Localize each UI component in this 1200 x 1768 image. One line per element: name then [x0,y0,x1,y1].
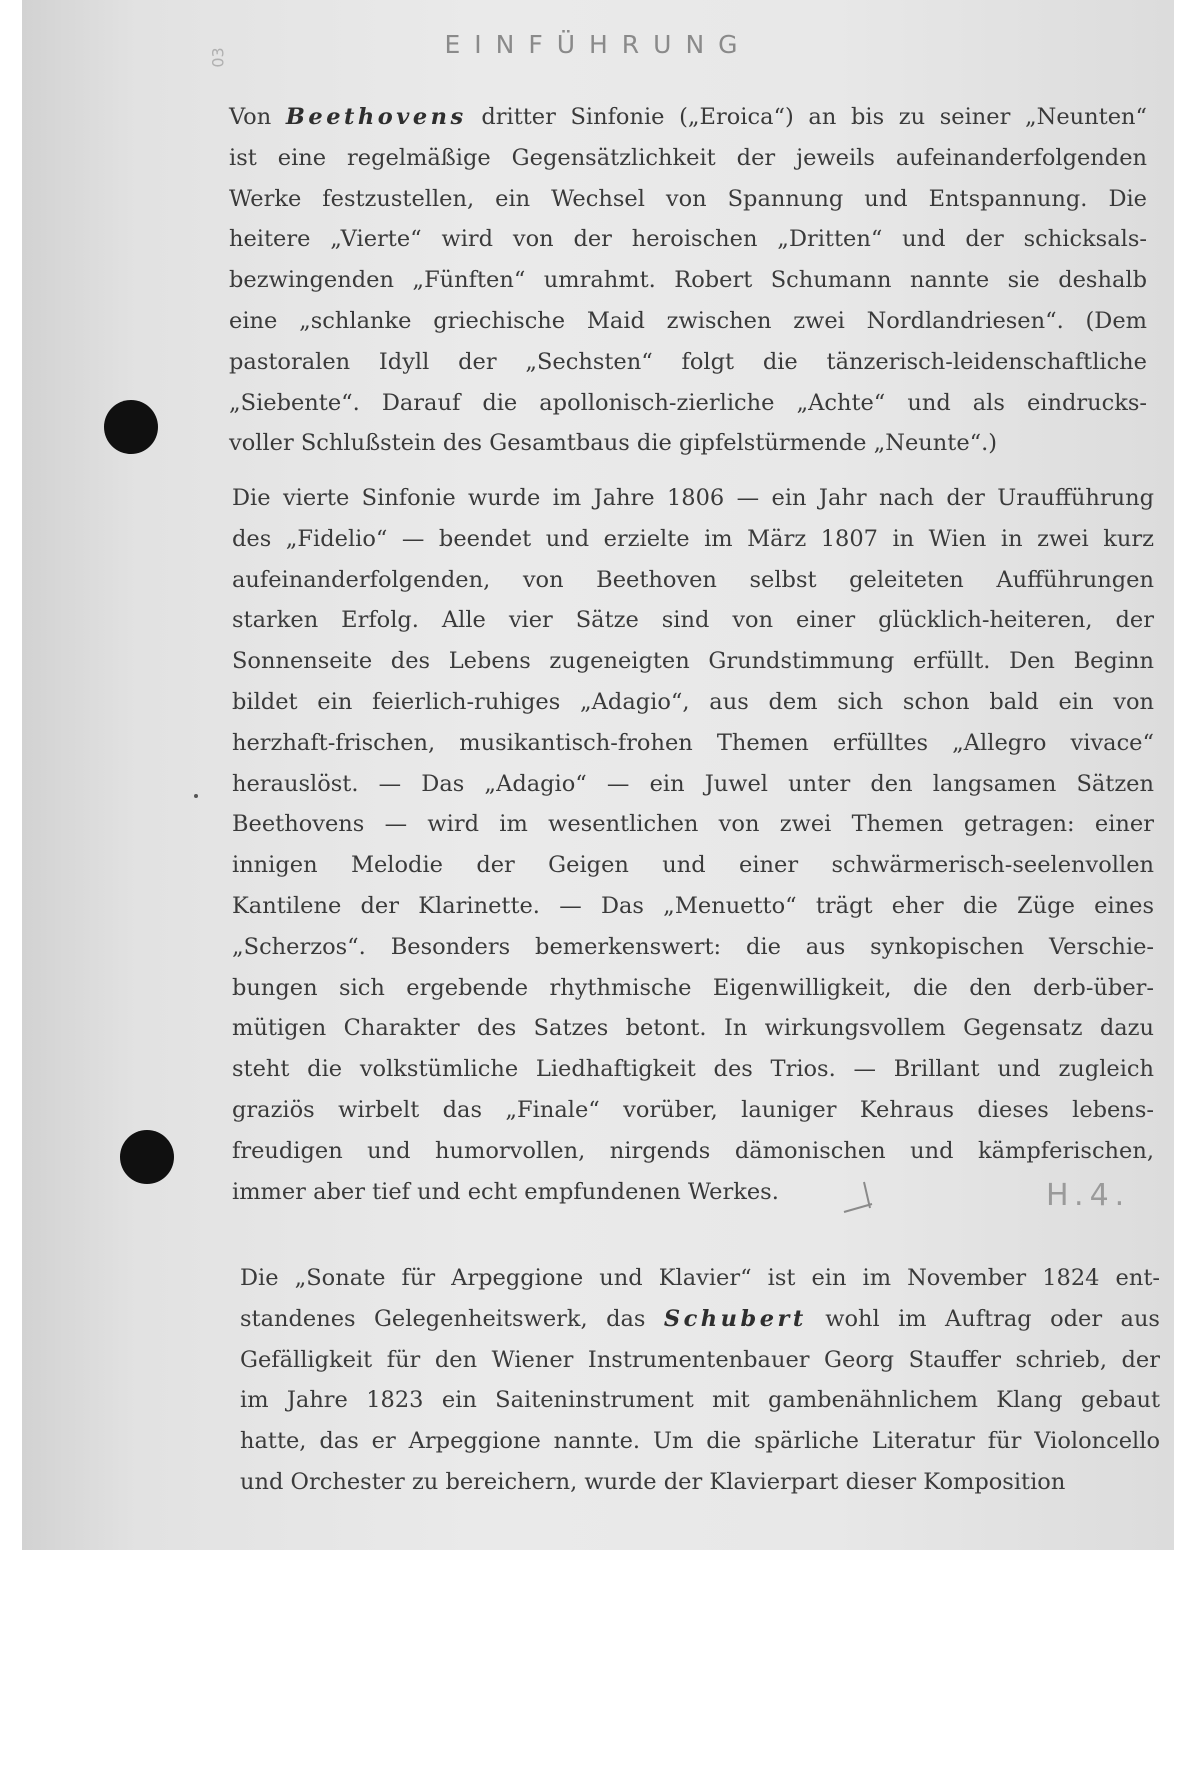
paragraph-beethoven-intro [229,97,1147,464]
text-line: „Siebente“. Darauf die apollonisch-zierliche „Achte“ und als eindrucks- [229,389,1147,416]
text-line: graziös wirbelt das „Finale“ vorüber, launiger Kehraus dieses lebens- [232,1096,1154,1123]
text-line: eine „schlanke griechische Maid zwischen zwei Nordlandriesen“. (Dem [229,307,1147,334]
text-line: voller Schlußstein des Gesamtbaus die gipfelstürmende „Neunte“.) [229,430,998,457]
text-line: des „Fidelio“ — beendet und erzielte im März 1807 in Wien in zwei kurz [232,525,1154,552]
margin-annotation: H.4. [1046,1178,1131,1213]
text-line: herauslöst. — Das „Adagio“ — ein Juwel unter den langsamen Sätzen [232,770,1154,797]
corner-mark: 03 [208,47,228,68]
paragraph-fourth-symphony [232,478,1154,1212]
text-line: Die „Sonate für Arpeggione und Klavier“ ist ein im November 1824 ent- [240,1265,1160,1291]
punch-hole-bottom [120,1130,174,1184]
pencil-tick-mark [842,1178,878,1216]
text-line: Sonnenseite des Lebens zugeneigten Grundstimmung erfüllt. Den Beginn [232,648,1154,675]
composer-name: Beethovens [285,104,467,130]
text-line: „Scherzos“. Besonders bemerkenswert: die aus synkopischen Verschie- [232,933,1154,960]
text-line: und Orchester zu bereichern, wurde der Klavierpart dieser Komposition [240,1468,1066,1495]
composer-name: Schubert [663,1305,807,1332]
text-line: hatte, das er Arpeggione nannte. Um die spärliche Literatur für Violoncello [240,1428,1160,1455]
paragraph-arpeggione-sonata [240,1258,1160,1503]
text-line: steht die volkstümliche Liedhaftigkeit des Trios. — Brillant und zugleich [232,1056,1154,1083]
text-line: innigen Melodie der Geigen und einer schwärmerisch-seelenvollen [232,852,1154,879]
text-line: pastoralen Idyll der „Sechsten“ folgt die tänzerisch-leidenschaftliche [229,348,1147,375]
page-heading: EINFÜHRUNG [444,30,752,59]
scanned-page [22,0,1174,1550]
text-line: Von Beethovens dritter Sinfonie („Eroica“) an bis zu seiner „Neunten“ [229,104,1147,130]
text-line: Werke festzustellen, ein Wechsel von Spannung und Entspannung. Die [229,185,1147,212]
text-line: bezwingenden „Fünften“ umrahmt. Robert Schumann nannte sie deshalb [229,267,1147,294]
text-line: Kantilene der Klarinette. — Das „Menuetto“ trägt eher die Züge eines [232,892,1154,919]
text-line: im Jahre 1823 ein Saiteninstrument mit gambenähnlichem Klang gebaut [240,1387,1160,1414]
text-line: Beethovens — wird im wesentlichen von zwei Themen getragen: einer [232,811,1154,838]
text-line: herzhaft-frischen, musikantisch-frohen Themen erfülltes „Allegro vivace“ [232,729,1154,756]
text-line: mütigen Charakter des Satzes betont. In wirkungsvollem Gegensatz dazu [232,1015,1154,1042]
text-line: freudigen und humorvollen, nirgends dämonischen und kämpferischen, [232,1137,1154,1164]
text-line: aufeinanderfolgenden, von Beethoven selbst geleiteten Aufführungen [232,566,1154,593]
text-line: bildet ein feierlich-ruhiges „Adagio“, aus dem sich schon bald ein von [232,688,1154,715]
text-line: Die vierte Sinfonie wurde im Jahre 1806 — ein Jahr nach der Uraufführung [232,485,1154,511]
text-line: immer aber tief und echt empfundenen Werkes. [232,1178,779,1205]
text-line: heitere „Vierte“ wird von der heroischen „Dritten“ und der schicksals- [229,226,1147,253]
text-line: starken Erfolg. Alle vier Sätze sind von einer glücklich-heiteren, der [232,607,1154,634]
speck [194,794,198,798]
text-line: bungen sich ergebende rhythmische Eigenwilligkeit, die den derb-über- [232,974,1154,1001]
text-line: standenes Gelegenheitswerk, das Schubert wohl im Auftrag oder aus [240,1305,1160,1332]
text-line: ist eine regelmäßige Gegensätzlichkeit der jeweils aufeinanderfolgenden [229,144,1147,171]
text-line: Gefälligkeit für den Wiener Instrumentenbauer Georg Stauffer schrieb, der [240,1346,1160,1373]
punch-hole-top [104,400,158,454]
